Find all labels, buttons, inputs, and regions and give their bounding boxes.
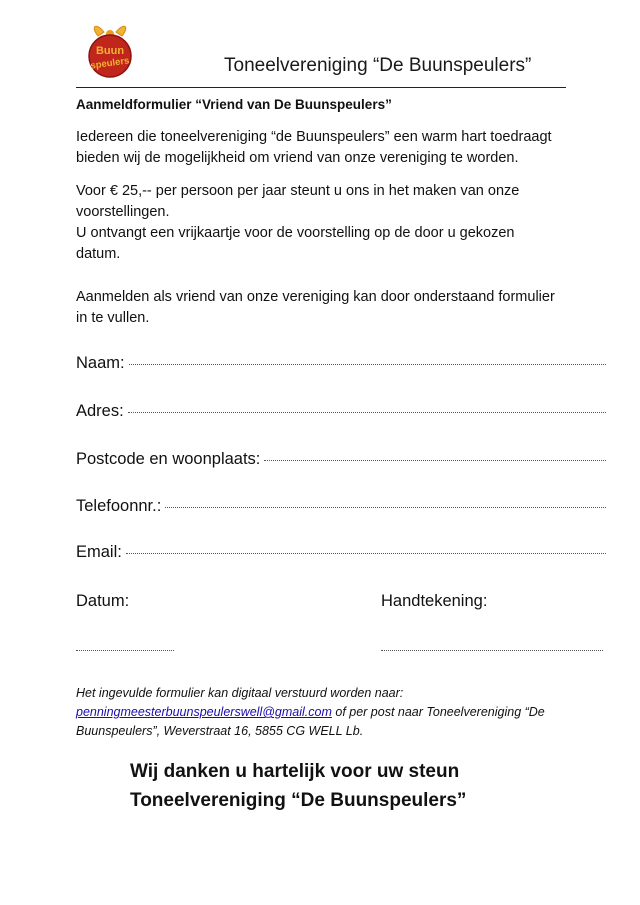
name-field[interactable] [76, 354, 606, 373]
instructions-line: in te vullen. [76, 310, 150, 326]
phone-fill-line[interactable] [165, 507, 606, 508]
address-fill-line[interactable] [128, 412, 606, 413]
pricing-line: Voor € 25,-- per persoon per jaar steunt u ons in het maken van onze [76, 183, 520, 199]
phone-label: Telefoonnr.: [76, 497, 162, 515]
intro-line: Iedereen die toneelvereniging “de Buunspeulers” een warm hart toedraagt [76, 129, 552, 145]
buunspeulers-logo [80, 20, 140, 78]
treasurer-email-link[interactable]: penningmeesterbuunspeulerswell@gmail.com [76, 705, 332, 719]
instructions-paragraph [76, 287, 616, 329]
instructions-line: Aanmelden als vriend van onze vereniging kan door onderstaand formulier [76, 289, 555, 305]
logo-text-top: Buun [95, 45, 125, 57]
pricing-line: datum. [76, 246, 121, 262]
logo-text-bottom: speulers [89, 55, 131, 72]
note-line: Het ingevulde formulier kan digitaal verstuurd worden naar: [76, 686, 404, 700]
pricing-line: voorstellingen. [76, 204, 170, 220]
email-field[interactable] [76, 543, 606, 562]
pricing-paragraph [76, 181, 616, 265]
postcode-label: Postcode en woonplaats: [76, 450, 261, 468]
address-label: Adres: [76, 402, 124, 420]
address-field[interactable] [76, 402, 606, 421]
email-fill-line[interactable] [126, 553, 606, 554]
signature-label: Handtekening: [381, 592, 488, 610]
postcode-field[interactable] [76, 450, 606, 469]
postcode-fill-line[interactable] [264, 460, 606, 461]
intro-line: bieden wij de mogelijkheid om vriend van onze vereniging te worden. [76, 150, 519, 166]
note-line: Buunspeulers”, Weverstraat 16, 5855 CG WELL Lb. [76, 724, 364, 738]
intro-paragraph [76, 127, 616, 169]
email-label: Email: [76, 543, 122, 561]
closing-signature: Toneelvereniging “De Buunspeulers” [130, 790, 467, 811]
note-line [76, 703, 616, 722]
phone-field[interactable] [76, 497, 606, 516]
header-divider [76, 87, 566, 88]
date-fill-line[interactable] [76, 650, 174, 651]
pricing-line: U ontvangt een vrijkaartje voor de voorstelling op de door u gekozen [76, 225, 515, 241]
name-label: Naam: [76, 354, 125, 372]
name-fill-line[interactable] [129, 364, 606, 365]
note-post-text: of per post naar Toneelvereniging “De [331, 705, 545, 719]
signature-fill-line[interactable] [381, 650, 603, 651]
closing-thanks: Wij danken u hartelijk voor uw steun [130, 761, 460, 782]
submission-note [76, 684, 616, 741]
date-label: Datum: [76, 592, 130, 610]
form-title: Aanmeldformulier “Vriend van De Buunspeulers” [76, 97, 392, 112]
organization-title: Toneelvereniging “De Buunspeulers” [224, 55, 532, 76]
